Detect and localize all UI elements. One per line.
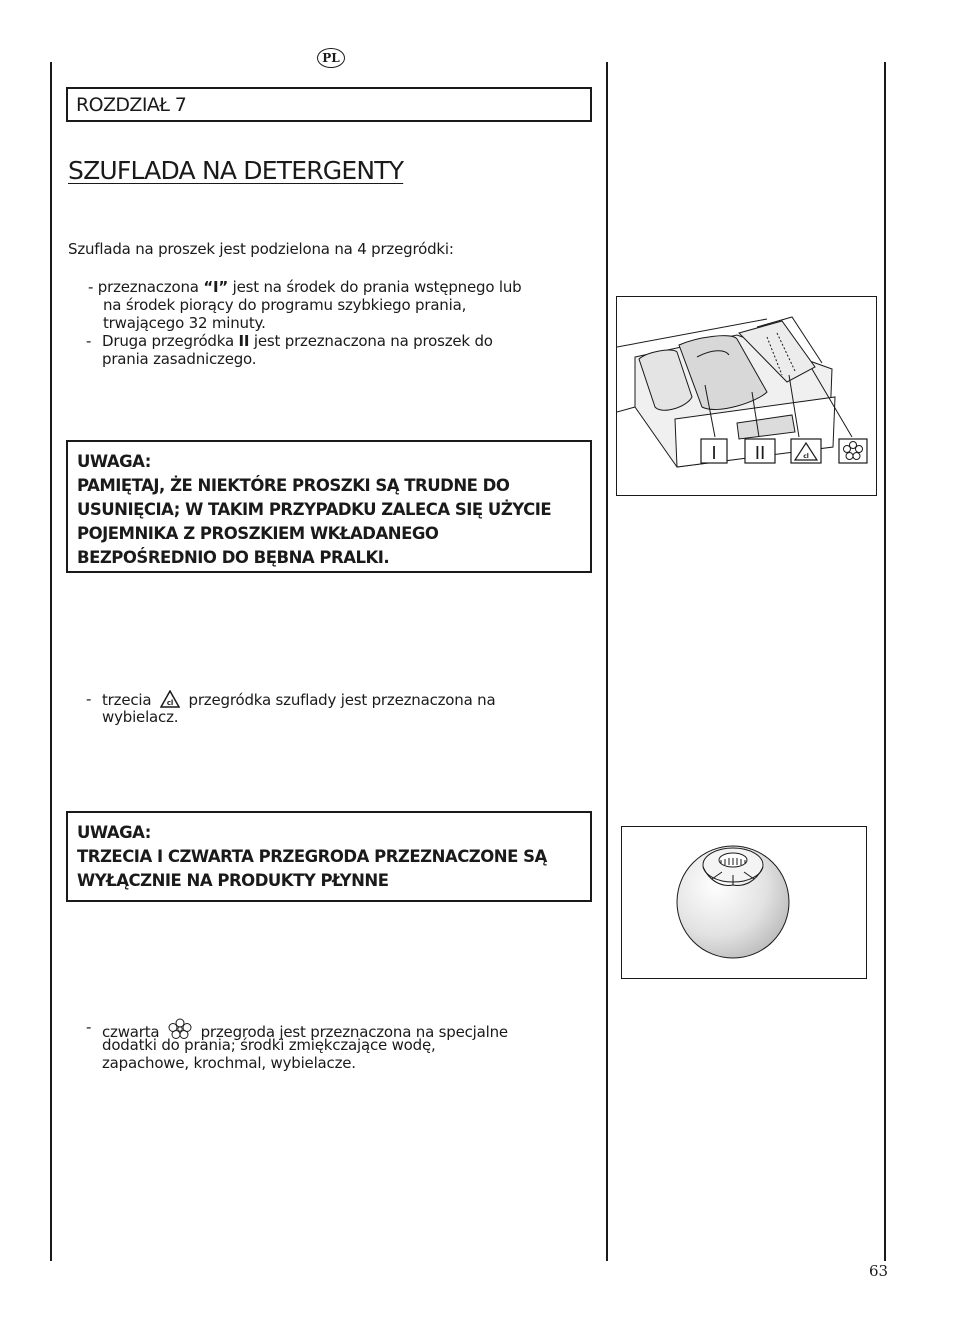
warning-heading: UWAGA: [77, 823, 151, 842]
warning-line: USUNIĘCIA; W TAKIM PRZYPADKU ZALECA SIĘ UŻYCIE [77, 500, 552, 519]
bullet-bleach-line2: wybielacz. [102, 708, 179, 726]
bullet-additives-text-a: czwarta [102, 1023, 160, 1041]
bullet-main-wash-line2: prania zasadniczego. [102, 350, 257, 368]
warning-line: WYŁĄCZNIE NA PRODUKTY PŁYNNE [77, 871, 389, 890]
bullet-prewash-line2: na środek piorący do programu szybkiego prania, [103, 296, 467, 314]
detergent-drawer-figure [616, 296, 877, 496]
bullet-bleach-text-b: przegródka szuflady jest przeznaczona na [188, 691, 496, 709]
bullet-dash: - [86, 690, 92, 708]
bullet-main-wash-text-a: Druga przegródka [102, 332, 234, 350]
page-title: SZUFLADA NA DETERGENTY [68, 156, 404, 185]
left-margin-rule [50, 62, 52, 1261]
bullet-additives-line2: dodatki do prania; środki zmiękczające wodę, [102, 1036, 436, 1054]
compartment-two-mark: II [238, 332, 250, 350]
dispenser-ball-illustration [622, 827, 866, 978]
chapter-label: ROZDZIAŁ 7 [76, 94, 187, 116]
bullet-prewash-line3: trwającego 32 minuty. [103, 314, 266, 332]
bullet-bleach-text-a: trzecia [102, 691, 152, 709]
bullet-prewash-rest: jest na środek do prania wstępnego lub [232, 278, 522, 296]
drawer-illustration [617, 297, 876, 495]
page-number: 63 [869, 1262, 889, 1280]
warning-box-liquids [66, 811, 592, 902]
bullet-dash: - [86, 332, 92, 350]
svg-text:cl: cl [166, 699, 174, 707]
bullet-main-wash [86, 332, 586, 372]
warning-heading: UWAGA: [77, 452, 151, 471]
warning-line: PAMIĘTAJ, ŻE NIEKTÓRE PROSZKI SĄ TRUDNE DO [77, 476, 510, 495]
right-margin-rule [884, 62, 886, 1261]
drawer-label-one: I [711, 443, 717, 464]
bullet-main-wash-text-b: jest przeznaczona na proszek do [253, 332, 493, 350]
bullet-prewash-prefix: - przeznaczona [88, 278, 199, 296]
column-divider-rule [606, 62, 608, 1261]
warning-line: TRZECIA I CZWARTA PRZEGRODA PRZEZNACZONE SĄ [77, 847, 547, 866]
bullet-dash: - [86, 1018, 92, 1036]
warning-line: POJEMNIKA Z PROSZKIEM WKŁADANEGO [77, 524, 439, 543]
intro-paragraph: Szuflada na proszek jest podzielona na 4 przegródki: [68, 240, 454, 258]
bullet-additives-line3: zapachowe, krochmal, wybielacze. [102, 1054, 356, 1072]
language-badge: PL [317, 48, 345, 68]
warning-line: BEZPOŚREDNIO DO BĘBNA PRALKI. [77, 548, 390, 567]
drawer-label-two: II [754, 443, 766, 464]
dispenser-ball-figure [621, 826, 867, 979]
chapter-heading-box [66, 87, 592, 122]
bullet-bleach [86, 690, 586, 730]
compartment-one-mark: “I” [203, 278, 229, 296]
bullet-main-wash-line1 [102, 332, 493, 350]
svg-text:cl: cl [803, 453, 809, 460]
bullet-additives [86, 1018, 596, 1078]
warning-box-powders [66, 440, 592, 573]
bullet-prewash-line1 [88, 278, 521, 296]
bullet-additives-text-b: przegroda jest przeznaczona na specjalne [200, 1023, 508, 1041]
